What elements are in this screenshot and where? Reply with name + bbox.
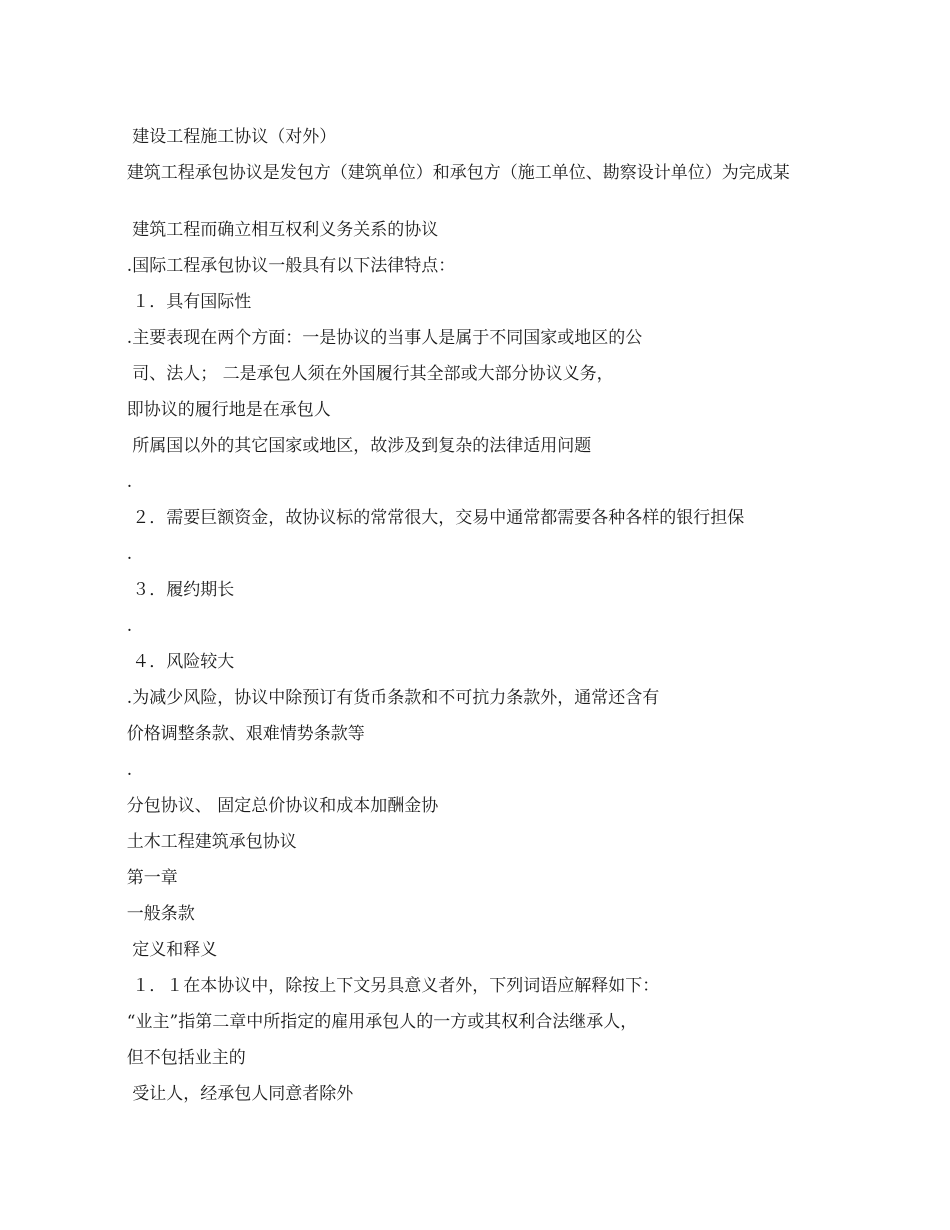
text-line: 建筑工程承包协议是发包方（建筑单位）和承包方（施工单位、勘察设计单位）为完成某 (116, 163, 790, 183)
text-line: 所属国以外的其它国家或地区，故涉及到复杂的法律适用问题 (116, 436, 592, 456)
section-heading: 一般条款 (116, 904, 195, 924)
text-line: ４．风险较大 (116, 652, 235, 672)
text-line: １．具有国际性 (116, 292, 252, 312)
text-line: 分包协议、 固定总价协议和成本加酬金协 (116, 796, 439, 816)
text-line: ２．需要巨额资金，故协议标的常常很大，交易中通常都需要各种各样的银行担保 (116, 508, 745, 528)
text-line: 价格调整条款、艰难情势条款等 (116, 724, 365, 744)
text-line: 司、法人； 二是承包人须在外国履行其全部或大部分协议义务， (116, 364, 614, 384)
text-line: ３．履约期长 (116, 580, 235, 600)
text-line: .为减少风险，协议中除预订有货币条款和不可抗力条款外，通常还含有 (116, 688, 660, 708)
text-line: 受让人，经承包人同意者除外 (116, 1084, 354, 1104)
text-line: 但不包括业主的 (116, 1048, 246, 1068)
text-line: . (116, 472, 133, 492)
text-line: “业主”指第二章中所指定的雇用承包人的一方或其权利合法继承人， (116, 1012, 638, 1032)
text-line: 建筑工程而确立相互权利义务关系的协议 (116, 220, 439, 240)
chapter-heading: 第一章 (116, 868, 178, 888)
text-line: . (116, 760, 133, 780)
text-line: 土木工程建筑承包协议 (116, 832, 297, 852)
document-title: 建设工程施工协议（对外） (116, 127, 337, 147)
subsection-heading: 定义和释义 (116, 940, 218, 960)
text-line: １．１在本协议中，除按上下文另具意义者外，下列词语应解释如下： (116, 976, 660, 996)
text-line: . (116, 544, 133, 564)
text-line: .国际工程承包协议一般具有以下法律特点： (116, 256, 456, 276)
text-line: .主要表现在两个方面：一是协议的当事人是属于不同国家或地区的公 (116, 328, 643, 348)
text-line: . (116, 616, 133, 636)
text-line: 即协议的履行地是在承包人 (116, 400, 331, 420)
